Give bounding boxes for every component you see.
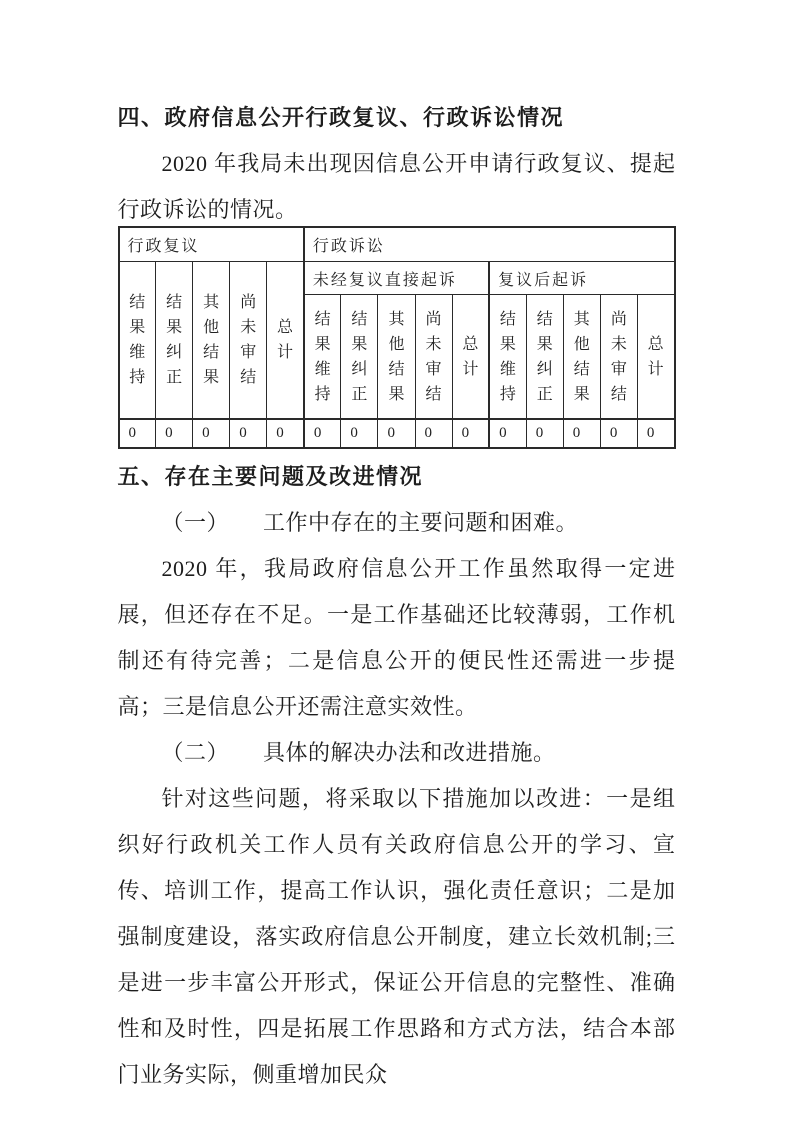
col-header-label: 其他结果 <box>388 310 405 403</box>
col-header-other-result <box>563 295 600 420</box>
col-header-label: 尚未审结 <box>240 294 257 386</box>
document-page <box>118 0 676 1098</box>
col-header-other-result <box>378 295 415 420</box>
value-cell: 0 <box>415 419 452 448</box>
section4-paragraph: 2020 年我局未出现因信息公开申请行政复议、提起行政诉讼的情况。 <box>117 151 676 222</box>
value-cell: 0 <box>378 419 415 448</box>
col-header-label: 结果维持 <box>314 310 331 403</box>
col-header-label: 结果维持 <box>129 294 146 386</box>
col-header-label: 其他结果 <box>573 310 590 403</box>
value-cell: 0 <box>156 419 193 448</box>
subgroup-header-lawsuit-after-reconsideration: 复议后起诉 <box>489 262 674 295</box>
col-header-result-corrected <box>526 295 563 420</box>
group-header-admin-litigation: 行政诉讼 <box>304 227 675 262</box>
col-header-label: 结果维持 <box>499 310 516 403</box>
col-header-total <box>267 262 304 420</box>
value-cell: 0 <box>526 419 563 448</box>
section4-heading: 四、政府信息公开行政复议、行政诉讼情况 <box>117 105 565 130</box>
value-cell: 0 <box>230 419 267 448</box>
col-header-label: 结果纠正 <box>351 310 368 403</box>
section5-paragraph2: 针对这些问题，将采取以下措施加以改进：一是组织好行政机关工作人员有关政府信息公开的学习、宣传、培训工作，提高工作认识，强化责任意识；二是加强制度建设，落实政府信息公开制度，建立长效机制;三是进一步丰富公开形式，保证公开信息的完整性、准确性和及时性，四是拓展工作思路和方式方法，结合本部门业务实际，侧重增加民众 <box>117 786 676 1087</box>
col-header-pending <box>415 295 452 420</box>
value-cell: 0 <box>563 419 600 448</box>
col-header-label: 其他结果 <box>203 294 220 386</box>
col-header-result-corrected <box>341 295 378 420</box>
col-header-label: 尚未审结 <box>610 310 627 403</box>
col-header-result-upheld <box>119 262 156 420</box>
subgroup-header-direct-lawsuit: 未经复议直接起诉 <box>304 262 489 295</box>
table-subgroup-header-row <box>119 262 675 295</box>
table-value-row <box>119 419 675 448</box>
value-cell: 0 <box>193 419 230 448</box>
col-header-label: 尚未审结 <box>425 310 442 403</box>
col-header-label: 结果纠正 <box>536 310 553 403</box>
value-cell: 0 <box>489 419 526 448</box>
value-cell: 0 <box>341 419 378 448</box>
col-header-label: 总计 <box>462 335 479 378</box>
col-header-total <box>637 295 674 420</box>
col-header-label: 总计 <box>277 319 294 361</box>
group-header-admin-reconsideration: 行政复议 <box>119 227 304 262</box>
section5-paragraph1: 2020 年，我局政府信息公开工作虽然取得一定进展，但还存在不足。一是工作基础还比较薄弱，工作机制还有待完善；二是信息公开的便民性还需进一步提高；三是信息公开还需注意实效性。 <box>117 556 676 719</box>
col-header-total <box>452 295 489 420</box>
col-header-label: 结果纠正 <box>166 294 183 386</box>
section5-heading: 五、存在主要问题及改进情况 <box>117 464 424 489</box>
value-cell: 0 <box>267 419 304 448</box>
section5-sub2-heading: （二） 具体的解决办法和改进措施。 <box>161 740 556 765</box>
value-cell: 0 <box>304 419 341 448</box>
col-header-pending <box>600 295 637 420</box>
col-header-label: 总计 <box>647 335 664 378</box>
value-cell: 0 <box>119 419 156 448</box>
section5-sub1-heading: （一） 工作中存在的主要问题和困难。 <box>161 510 579 535</box>
col-header-result-upheld <box>489 295 526 420</box>
value-cell: 0 <box>637 419 674 448</box>
col-header-pending <box>230 262 267 420</box>
col-header-result-upheld <box>304 295 341 420</box>
col-header-other-result <box>193 262 230 420</box>
value-cell: 0 <box>452 419 489 448</box>
admin-review-litigation-table <box>118 226 676 449</box>
value-cell: 0 <box>600 419 637 448</box>
col-header-result-corrected <box>156 262 193 420</box>
